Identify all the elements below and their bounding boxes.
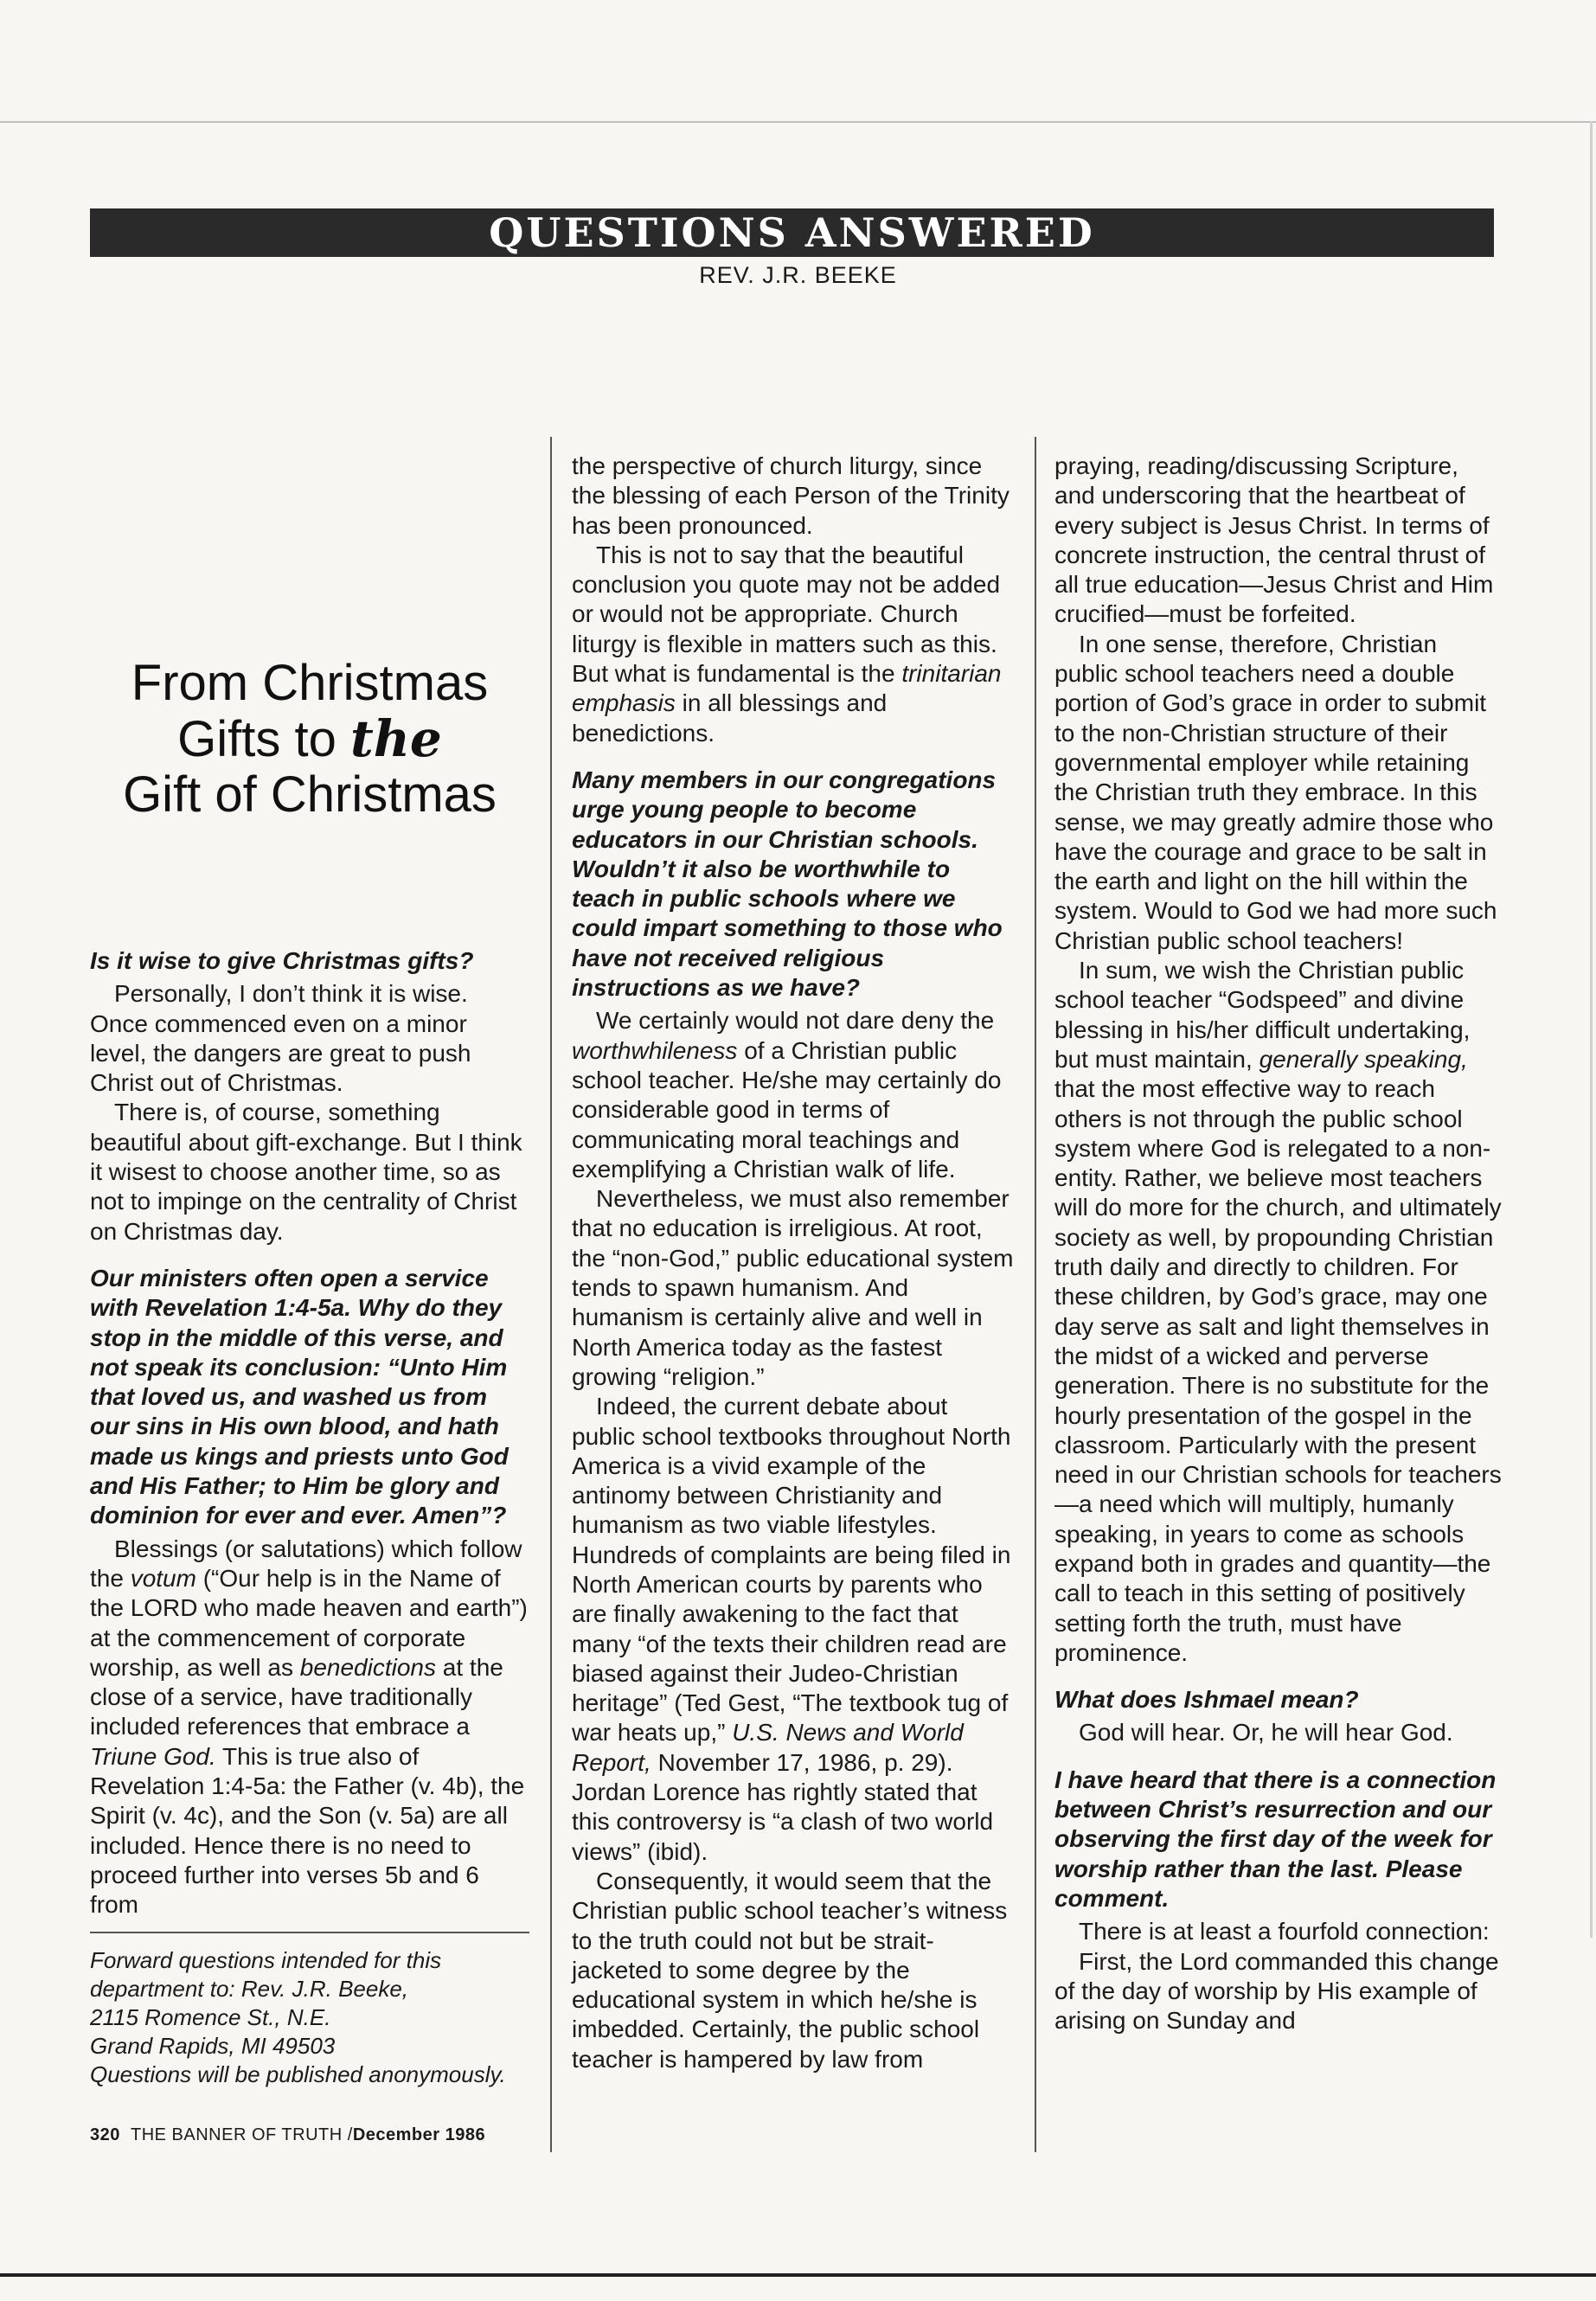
col2-paragraph-4: Nevertheless, we must also remember that no education is irreligious. At root, the “non-God,” public educational system tends to spawn humanism. And humanism is certainly alive and well in North America today as the fastest growing “religion.” — [572, 1185, 1014, 1390]
submission-notice — [90, 1946, 540, 2089]
col2-p3-italic: worthwhileness — [572, 1036, 738, 1064]
answer-2-text-2: (“Our help is in the Name of the LORD who made heaven and earth”) at the commencement of corporate worship, as well as — [90, 1564, 528, 1681]
col2-paragraph-2 — [572, 541, 1015, 748]
article-title — [90, 656, 529, 823]
notice-line-1: Forward questions intended for this — [90, 1947, 442, 1973]
question-2: Our ministers often open a service with Revelation 1:4-5a. Why do they stop in the middle of this verse, and not speak its conclusion: “Unto Him that loved us, and washed us from our sins in His own blood, and hath made us kings and priests unto God and His Father; to Him be glory and dominion for ever and ever. Amen”? — [90, 1264, 509, 1529]
question-1: Is it wise to give Christmas gifts? — [90, 947, 474, 974]
column-divider-1 — [550, 437, 552, 2152]
col2-p5-text-2: November 17, 1986, p. 29). Jordan Lorence has rightly stated that this controversy is “a clash of two world views” (ibid). — [572, 1748, 994, 1865]
title-line-2-text: Gifts to — [177, 711, 350, 767]
column-1 — [90, 946, 529, 1920]
top-page-edge — [0, 121, 1596, 123]
col2-paragraph-5 — [572, 1392, 1015, 1867]
col3-paragraph-3 — [1054, 956, 1504, 1668]
col2-p5-text-1: Indeed, the current debate about public school textbooks throughout North America is a vivid example of the antinomy between Christianity and humanism as two viable lifestyles. Hundreds of complaints are being filed in North American courts by parents who are finally awakening to the fact that many “of the texts their children read are biased against their Judeo-Christian heritage” (Ted Gest, “The textbook tug of war heats up,” — [572, 1393, 1011, 1747]
column-2 — [572, 452, 1015, 2074]
title-line-2 — [90, 711, 529, 767]
col2-p3-text-2: of a Christian public school teacher. He/she may certainly do considerable good in terms of communicating moral teachings and exemplifying a Christian walk of life. — [572, 1036, 1002, 1183]
page-footer — [90, 2125, 485, 2145]
author-byline: REV. J.R. BEEKE — [699, 262, 897, 288]
answer-1-paragraph-2: There is, of course, something beautiful about gift-exchange. But I think it wisest to choose another time, so as not to impinge on the centrality of Christ on Christmas day. — [90, 1099, 522, 1245]
title-line-3: Gift of Christmas — [123, 766, 497, 823]
answer-2-italic-benedictions: benedictions — [299, 1653, 436, 1681]
publication-name: THE BANNER OF TRUTH / — [131, 2125, 353, 2144]
notice-divider — [90, 1932, 529, 1933]
column-3 — [1054, 452, 1504, 2035]
right-page-edge — [1590, 121, 1593, 1938]
col3-paragraph-1: praying, reading/discussing Scripture, and underscoring that the heartbeat of every subject is Jesus Christ. In terms of concrete instruction, the central thrust of all true education—Jesus Christ and Him crucified—must be forfeited. — [1054, 452, 1494, 628]
answer-2-text-1: Blessings (or salutations) which follow the — [90, 1535, 522, 1592]
notice-line-4: Grand Rapids, MI 49503 — [90, 2033, 336, 2059]
answer-2-text-4: This is true also of Revelation 1:4-5a: the Father (v. 4b), the Spirit (v. 4c), and the Son (v. 5a) are all included. Hence there is no need to proceed further into verses 5b and 6 from — [90, 1742, 525, 1919]
answer-2-italic-triune: Triune God. — [90, 1742, 216, 1770]
section-banner: QUESTIONS ANSWERED — [90, 208, 1494, 257]
bottom-page-edge — [0, 2273, 1596, 2277]
col3-p3-text-1: In sum, we wish the Christian public school teacher “Godspeed” and divine blessing in his/her difficult undertaking, but must maintain, — [1054, 957, 1471, 1073]
question-3: Many members in our congregations urge young people to become educators in our Christian schools. Wouldn’t it also be worthwhile to teach in public schools where we could impart something to those who have not received religious instructions as we have? — [572, 766, 1003, 1002]
col3-p3-text-2: that the most effective way to reach others is not through the public school system where God is relegated to a non-entity. Rather, we believe most teachers will do more for the church, and ultimately society as well, by propounding Christian truth daily and directly to children. For these children, by God’s grace, may one day serve as salt and light themselves in the midst of a wicked and perverse generation. There is no substitute for the hourly presentation of the gospel in the classroom. Particularly with the present need in our Christian schools for teachers—a need which will multiply, humanly speaking, in years to come as schools expand both in grades and quantity—the call to teach in this setting of positively setting forth the truth, must have prominence. — [1054, 1075, 1502, 1666]
answer-2-text-3: at the close of a service, have traditionally included references that embrace a — [90, 1653, 503, 1740]
answer-2-paragraph — [90, 1535, 529, 1920]
question-5: I have heard that there is a connection between Christ’s resurrection and our observing the first day of the week for worship rather than the last. Please comment. — [1054, 1766, 1497, 1912]
col2-p2-italic: trinitarian emphasis — [572, 660, 1002, 717]
col2-paragraph-3 — [572, 1006, 1015, 1184]
notice-line-3: 2115 Romence St., N.E. — [90, 2004, 331, 2030]
title-the-word: the — [349, 709, 442, 768]
notice-line-5: Questions will be published anonymously. — [90, 2061, 506, 2087]
col3-paragraph-5: There is at least a fourfold connection: — [1079, 1918, 1490, 1945]
col2-paragraph-1: the perspective of church liturgy, since the blessing of each Person of the Trinity has been pronounced. — [572, 452, 1010, 539]
title-line-1: From Christmas — [131, 655, 489, 711]
issue-date: December 1986 — [352, 2125, 486, 2144]
col2-p5-italic: U.S. News and World Report, — [572, 1719, 964, 1776]
notice-line-2: department to: Rev. J.R. Beeke, — [90, 1976, 409, 2002]
col2-paragraph-6: Consequently, it would seem that the Christian public school teacher’s witness to the truth could not but be strait-jacketed to some degree by the educational system in which he/she is imbedded. Certainly, the public school teacher is hampered by law from — [572, 1867, 1008, 2073]
col3-paragraph-2: In one sense, therefore, Christian public school teachers need a double portion of God’s grace in order to submit to the non-Christian structure of their governmental employer while retaining the Christian truth they embrace. In this sense, we may greatly admire those who have the courage and grace to be salt in the earth and light on the hill within the system. Would to God we had more such Christian public school teachers! — [1054, 630, 1497, 954]
col3-p3-italic: generally speaking, — [1259, 1045, 1468, 1073]
col2-p2-text-2: in all blessings and benedictions. — [572, 689, 888, 747]
col2-p3-text-1: We certainly would not dare deny the — [596, 1007, 995, 1035]
column-divider-2 — [1035, 437, 1036, 2152]
col3-paragraph-6: First, the Lord commanded this change of the day of worship by His example of arising on Sunday and — [1054, 1947, 1499, 2035]
answer-1-paragraph-1: Personally, I don’t think it is wise. Once commenced even on a minor level, the dangers are great to push Christ out of Christmas. — [90, 980, 471, 1097]
question-4: What does Ishmael mean? — [1054, 1686, 1359, 1714]
col2-p2-text-1: This is not to say that the beautiful conclusion you quote may not be added or would not be appropriate. Church liturgy is flexible in matters such as this. But what is fundamental is the — [572, 541, 1001, 688]
answer-4: God will hear. Or, he will hear God. — [1079, 1719, 1453, 1747]
page-number: 320 — [90, 2125, 120, 2144]
answer-2-italic-votum: votum — [130, 1564, 196, 1592]
